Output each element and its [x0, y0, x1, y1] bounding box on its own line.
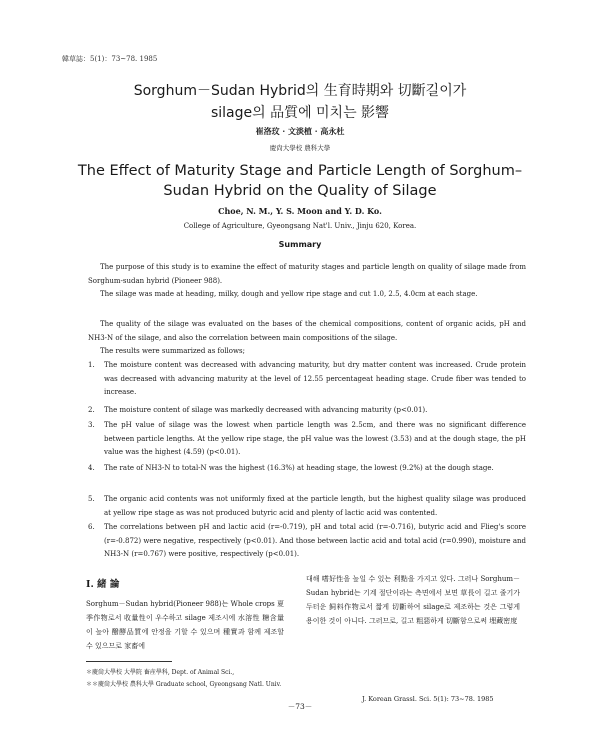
introduction-right-column: 대해 嗜好性을 높일 수 있는 利點을 가지고 있다. 그러나 Sorghum－Sudan hybrid는 기계 절단이라는 측면에서 보면 草長이 길고 줄기가 두터운 飼料作物로서 짧게 切斷하여 silage로 제조하는 것은 그렇게 용이한 것이 아니다. 그러므로, 길고 粗惡하게 切斷함으로써 埋藏密度 [306, 575, 520, 625]
journal-citation-footer: J. Korean Grassl. Sci. 5(1): 73~78. 1985 [362, 695, 494, 703]
result-item-text: The rate of NH3-N to total-N was the highest (16.3%) at heading stage, the lowest (9.2%) at the dough stage. [104, 464, 494, 472]
result-item-4 [88, 462, 526, 476]
result-item-6 [88, 521, 526, 562]
result-item-number: 3. [88, 421, 95, 429]
korean-title-line-1: Sorghum－Sudan Hybrid의 生育時期와 切斷길이가 [133, 83, 467, 99]
summary-heading: Summary [278, 240, 322, 249]
result-item-number: 6. [88, 523, 95, 531]
result-item-number: 2. [88, 406, 95, 414]
english-authors: Choe, N. M., Y. S. Moon and Y. D. Ko. [218, 206, 382, 216]
introduction-left-column: Sorghum－Sudan hybrid(Pioneer 988)는 Whole crops 夏季作物로서 收量性이 우수하고 silage 제조시에 水溶性 糖含量이 높아 醱酵品質에 안정을 기할 수 있으며 種實과 함께 제조할 수 있으므로 家畜에 [86, 600, 284, 650]
result-item-text: The moisture content of silage was markedly decreased with advancing maturity (p<0.01). [104, 406, 428, 414]
result-item-1 [88, 359, 526, 400]
footnote-divider [86, 661, 172, 662]
summary-paragraph-2: The silage was made at heading, milky, dough and yellow ripe stage and cut 1.0, 2.5, 4.0cm at each stage. [100, 290, 478, 298]
summary-paragraph-4: The results were summarized as follows; [100, 347, 245, 355]
summary-paragraph-3: The quality of the silage was evaluated on the bases of the chemical compositions, content of organic acids, pH and NH3-N of the silage, and also the correlation between main compositions of the silage. [88, 320, 526, 342]
footnote-2: ＊＊慶尙大學校 農科大學 Graduate school, Gyeongsang Natl. Univ. [86, 681, 282, 688]
introduction-heading: Ⅰ. 緒 論 [86, 579, 120, 590]
result-item-number: 1. [88, 361, 95, 369]
result-item-text: The organic acid contents was not uniformly fixed at the particle length, but the highest quality silage was produced at yellow ripe stage as was not produced butyric acid and plenty of lactic acid was contented. [104, 495, 526, 517]
result-item-3 [88, 419, 526, 460]
summary-paragraph-1: The purpose of this study is to examine the effect of maturity stages and particle length on quality of silage made from Sorghum-sudan hybrid (Pioneer 988). [88, 263, 526, 285]
journal-citation-header: 韓草誌：5(1)：73~78. 1985 [62, 55, 158, 63]
page-number: －73－ [287, 702, 313, 711]
korean-authors: 崔洛玟 · 文淡植 · 高永杜 [255, 126, 345, 136]
result-item-text: The moisture content was decreased with advancing maturity, but dry matter content was increased. Crude protein was decreased with advancing maturity at the level of 12.55 percentageat heading stage. Crude fiber was tended to increase. [104, 361, 526, 396]
footnote-1: ＊慶尙大學校 大學院 畜産學科, Dept. of Animal Sci., [86, 669, 235, 676]
english-title-line-1: The Effect of Maturity Stage and Particle Length of Sorghum– [77, 163, 523, 179]
english-affiliation: College of Agriculture, Gyeongsang Nat'l. Univ., Jinju 620, Korea. [183, 222, 417, 230]
result-item-text: The pH value of silage was the lowest when particle length was 2.5cm, and there was no significant difference between particle lengths. At the yellow ripe stage, the pH value was the lowest (3.53) and at the dough stage, the pH value was the highest (4.59) (p<0.01). [104, 421, 526, 456]
result-item-number: 5. [88, 495, 95, 503]
result-item-number: 4. [88, 464, 95, 472]
korean-title-line-2: silage의 品質에 미치는 影響 [210, 105, 390, 121]
english-title-line-2: Sudan Hybrid on the Quality of Silage [163, 183, 437, 199]
result-item-2 [88, 404, 526, 418]
korean-affiliation: 慶尙大學校 農科大學 [269, 144, 331, 152]
result-item-text: The correlations between pH and lactic acid (r=-0.719), pH and total acid (r=-0.716), butyric acid and Flieg's score (r=-0.872) were negative, respectively (p<0.01). And those between lactic acid and total acid (r=0.990), moisture and NH3-N (r=0.767) were positive, respectively (p<0.01). [104, 523, 526, 558]
result-item-5 [88, 493, 526, 520]
